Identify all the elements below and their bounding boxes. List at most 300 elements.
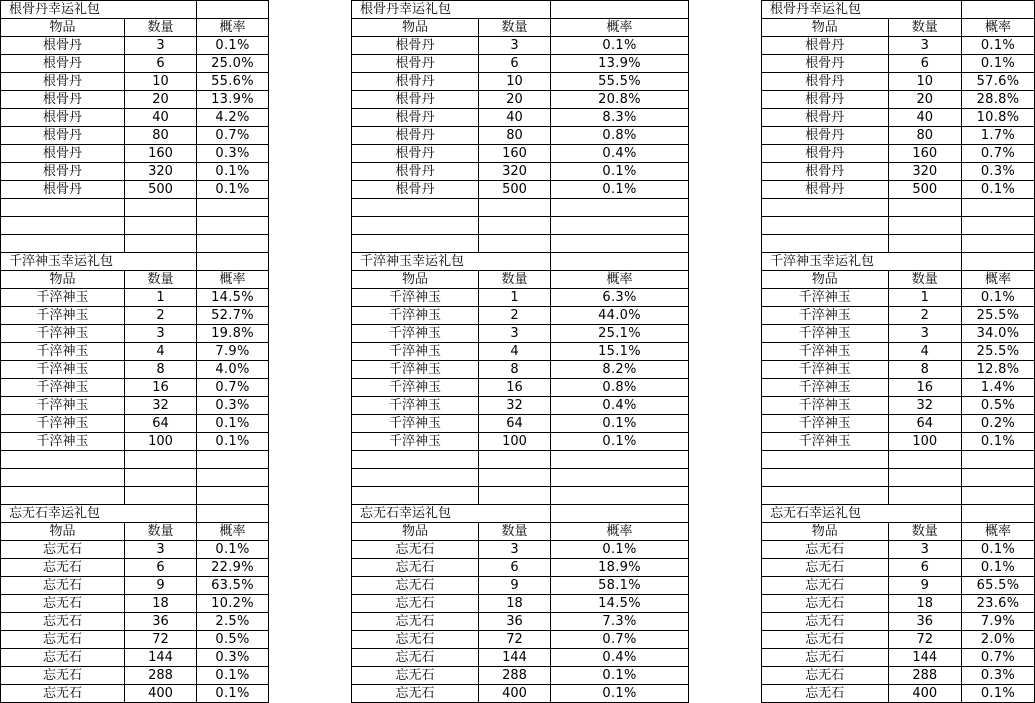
item-cell[interactable]: 根骨丹 <box>1 91 125 109</box>
item-cell[interactable]: 忘无石 <box>762 685 889 703</box>
empty-cell[interactable] <box>551 217 689 235</box>
header-rate[interactable]: 概率 <box>961 19 1034 37</box>
rate-cell[interactable]: 0.1% <box>551 685 689 703</box>
empty-cell[interactable] <box>888 487 961 505</box>
rate-cell[interactable]: 22.9% <box>197 559 269 577</box>
rate-cell[interactable]: 0.1% <box>961 289 1034 307</box>
qty-cell[interactable]: 160 <box>125 145 197 163</box>
item-cell[interactable]: 根骨丹 <box>1 55 125 73</box>
item-cell[interactable]: 根骨丹 <box>352 73 479 91</box>
rate-cell[interactable]: 25.5% <box>961 343 1034 361</box>
qty-cell[interactable]: 6 <box>888 559 961 577</box>
empty-cell[interactable] <box>961 505 1034 523</box>
qty-cell[interactable]: 144 <box>479 649 551 667</box>
item-cell[interactable]: 根骨丹 <box>762 109 889 127</box>
item-cell[interactable]: 忘无石 <box>352 631 479 649</box>
header-item[interactable]: 物品 <box>1 271 125 289</box>
empty-cell[interactable] <box>125 469 197 487</box>
empty-cell[interactable] <box>961 253 1034 271</box>
qty-cell[interactable]: 3 <box>888 541 961 559</box>
header-item[interactable]: 物品 <box>762 19 889 37</box>
item-cell[interactable]: 根骨丹 <box>1 109 125 127</box>
rate-cell[interactable]: 44.0% <box>551 307 689 325</box>
empty-cell[interactable] <box>762 235 889 253</box>
qty-cell[interactable]: 36 <box>125 613 197 631</box>
empty-cell[interactable] <box>551 469 689 487</box>
rate-cell[interactable]: 0.1% <box>551 541 689 559</box>
qty-cell[interactable]: 100 <box>888 433 961 451</box>
rate-cell[interactable]: 0.1% <box>961 37 1034 55</box>
rate-cell[interactable]: 0.1% <box>551 433 689 451</box>
item-cell[interactable]: 忘无石 <box>1 685 125 703</box>
section-title[interactable]: 忘无石幸运礼包 <box>762 505 889 523</box>
empty-cell[interactable] <box>961 1 1034 19</box>
header-item[interactable]: 物品 <box>1 523 125 541</box>
header-item[interactable]: 物品 <box>352 271 479 289</box>
empty-cell[interactable] <box>479 505 551 523</box>
item-cell[interactable]: 根骨丹 <box>352 145 479 163</box>
rate-cell[interactable]: 13.9% <box>197 91 269 109</box>
empty-cell[interactable] <box>125 1 197 19</box>
item-cell[interactable]: 根骨丹 <box>1 145 125 163</box>
empty-cell[interactable] <box>479 451 551 469</box>
qty-cell[interactable]: 6 <box>888 55 961 73</box>
item-cell[interactable]: 千淬神玉 <box>352 343 479 361</box>
rate-cell[interactable]: 0.1% <box>961 55 1034 73</box>
qty-cell[interactable]: 64 <box>888 415 961 433</box>
qty-cell[interactable]: 10 <box>888 73 961 91</box>
rate-cell[interactable]: 1.7% <box>961 127 1034 145</box>
rate-cell[interactable]: 0.5% <box>197 631 269 649</box>
header-item[interactable]: 物品 <box>762 271 889 289</box>
empty-cell[interactable] <box>197 235 269 253</box>
qty-cell[interactable]: 8 <box>479 361 551 379</box>
rate-cell[interactable]: 0.1% <box>961 433 1034 451</box>
empty-cell[interactable] <box>961 199 1034 217</box>
empty-cell[interactable] <box>197 487 269 505</box>
qty-cell[interactable]: 20 <box>125 91 197 109</box>
rate-cell[interactable]: 52.7% <box>197 307 269 325</box>
qty-cell[interactable]: 320 <box>888 163 961 181</box>
qty-cell[interactable]: 72 <box>888 631 961 649</box>
section-title[interactable]: 根骨丹幸运礼包 <box>762 1 889 19</box>
item-cell[interactable]: 根骨丹 <box>762 73 889 91</box>
empty-cell[interactable] <box>762 451 889 469</box>
item-cell[interactable]: 千淬神玉 <box>1 325 125 343</box>
rate-cell[interactable]: 0.7% <box>197 379 269 397</box>
rate-cell[interactable]: 0.1% <box>197 433 269 451</box>
qty-cell[interactable]: 72 <box>479 631 551 649</box>
rate-cell[interactable]: 0.4% <box>551 397 689 415</box>
item-cell[interactable]: 千淬神玉 <box>352 415 479 433</box>
rate-cell[interactable]: 14.5% <box>551 595 689 613</box>
qty-cell[interactable]: 32 <box>888 397 961 415</box>
header-qty[interactable]: 数量 <box>888 523 961 541</box>
header-rate[interactable]: 概率 <box>197 523 269 541</box>
empty-cell[interactable] <box>961 469 1034 487</box>
empty-cell[interactable] <box>125 253 197 271</box>
rate-cell[interactable]: 15.1% <box>551 343 689 361</box>
item-cell[interactable]: 忘无石 <box>1 613 125 631</box>
item-cell[interactable]: 忘无石 <box>762 559 889 577</box>
empty-cell[interactable] <box>125 217 197 235</box>
qty-cell[interactable]: 80 <box>125 127 197 145</box>
item-cell[interactable]: 忘无石 <box>352 595 479 613</box>
rate-cell[interactable]: 13.9% <box>551 55 689 73</box>
qty-cell[interactable]: 500 <box>479 181 551 199</box>
rate-cell[interactable]: 2.5% <box>197 613 269 631</box>
empty-cell[interactable] <box>125 487 197 505</box>
rate-cell[interactable]: 10.8% <box>961 109 1034 127</box>
empty-cell[interactable] <box>888 469 961 487</box>
rate-cell[interactable]: 0.1% <box>551 667 689 685</box>
rate-cell[interactable]: 0.8% <box>551 379 689 397</box>
item-cell[interactable]: 忘无石 <box>352 685 479 703</box>
item-cell[interactable]: 根骨丹 <box>762 55 889 73</box>
rate-cell[interactable]: 19.8% <box>197 325 269 343</box>
rate-cell[interactable]: 0.3% <box>197 397 269 415</box>
qty-cell[interactable]: 18 <box>888 595 961 613</box>
qty-cell[interactable]: 3 <box>125 325 197 343</box>
empty-cell[interactable] <box>197 217 269 235</box>
qty-cell[interactable]: 10 <box>125 73 197 91</box>
empty-cell[interactable] <box>551 505 689 523</box>
item-cell[interactable]: 千淬神玉 <box>762 415 889 433</box>
item-cell[interactable]: 根骨丹 <box>762 181 889 199</box>
rate-cell[interactable]: 34.0% <box>961 325 1034 343</box>
qty-cell[interactable]: 1 <box>479 289 551 307</box>
qty-cell[interactable]: 3 <box>888 325 961 343</box>
rate-cell[interactable]: 0.4% <box>551 145 689 163</box>
empty-cell[interactable] <box>479 217 551 235</box>
empty-cell[interactable] <box>961 217 1034 235</box>
rate-cell[interactable]: 7.3% <box>551 613 689 631</box>
empty-cell[interactable] <box>479 469 551 487</box>
rate-cell[interactable]: 6.3% <box>551 289 689 307</box>
header-item[interactable]: 物品 <box>352 19 479 37</box>
rate-cell[interactable]: 0.7% <box>551 631 689 649</box>
rate-cell[interactable]: 0.1% <box>551 37 689 55</box>
rate-cell[interactable]: 7.9% <box>961 613 1034 631</box>
qty-cell[interactable]: 400 <box>888 685 961 703</box>
item-cell[interactable]: 千淬神玉 <box>352 289 479 307</box>
item-cell[interactable]: 根骨丹 <box>352 127 479 145</box>
rate-cell[interactable]: 0.1% <box>197 415 269 433</box>
header-item[interactable]: 物品 <box>352 523 479 541</box>
empty-cell[interactable] <box>888 199 961 217</box>
rate-cell[interactable]: 4.2% <box>197 109 269 127</box>
qty-cell[interactable]: 16 <box>888 379 961 397</box>
qty-cell[interactable]: 400 <box>125 685 197 703</box>
qty-cell[interactable]: 160 <box>888 145 961 163</box>
qty-cell[interactable]: 6 <box>479 559 551 577</box>
empty-cell[interactable] <box>762 199 889 217</box>
empty-cell[interactable] <box>352 235 479 253</box>
item-cell[interactable]: 忘无石 <box>1 595 125 613</box>
empty-cell[interactable] <box>352 217 479 235</box>
empty-cell[interactable] <box>125 199 197 217</box>
empty-cell[interactable] <box>762 487 889 505</box>
empty-cell[interactable] <box>888 217 961 235</box>
empty-cell[interactable] <box>551 235 689 253</box>
item-cell[interactable]: 根骨丹 <box>352 37 479 55</box>
rate-cell[interactable]: 1.4% <box>961 379 1034 397</box>
rate-cell[interactable]: 10.2% <box>197 595 269 613</box>
item-cell[interactable]: 根骨丹 <box>762 163 889 181</box>
empty-cell[interactable] <box>197 1 269 19</box>
empty-cell[interactable] <box>479 199 551 217</box>
item-cell[interactable]: 忘无石 <box>762 541 889 559</box>
qty-cell[interactable]: 288 <box>479 667 551 685</box>
header-rate[interactable]: 概率 <box>961 271 1034 289</box>
rate-cell[interactable]: 0.4% <box>551 649 689 667</box>
item-cell[interactable]: 根骨丹 <box>352 181 479 199</box>
qty-cell[interactable]: 36 <box>479 613 551 631</box>
rate-cell[interactable]: 0.3% <box>961 667 1034 685</box>
header-qty[interactable]: 数量 <box>479 523 551 541</box>
rate-cell[interactable]: 0.5% <box>961 397 1034 415</box>
item-cell[interactable]: 千淬神玉 <box>352 361 479 379</box>
section-title[interactable]: 忘无石幸运礼包 <box>1 505 125 523</box>
qty-cell[interactable]: 288 <box>888 667 961 685</box>
qty-cell[interactable]: 1 <box>125 289 197 307</box>
qty-cell[interactable]: 20 <box>479 91 551 109</box>
rate-cell[interactable]: 63.5% <box>197 577 269 595</box>
empty-cell[interactable] <box>762 469 889 487</box>
qty-cell[interactable]: 9 <box>125 577 197 595</box>
rate-cell[interactable]: 0.1% <box>551 163 689 181</box>
item-cell[interactable]: 忘无石 <box>352 559 479 577</box>
item-cell[interactable]: 根骨丹 <box>1 127 125 145</box>
empty-cell[interactable] <box>762 217 889 235</box>
item-cell[interactable]: 忘无石 <box>1 649 125 667</box>
rate-cell[interactable]: 0.3% <box>961 163 1034 181</box>
qty-cell[interactable]: 32 <box>125 397 197 415</box>
item-cell[interactable]: 千淬神玉 <box>352 397 479 415</box>
section-title[interactable]: 根骨丹幸运礼包 <box>352 1 479 19</box>
qty-cell[interactable]: 2 <box>888 307 961 325</box>
qty-cell[interactable]: 500 <box>125 181 197 199</box>
item-cell[interactable]: 千淬神玉 <box>762 361 889 379</box>
header-rate[interactable]: 概率 <box>197 271 269 289</box>
qty-cell[interactable]: 10 <box>479 73 551 91</box>
item-cell[interactable]: 根骨丹 <box>1 163 125 181</box>
item-cell[interactable]: 千淬神玉 <box>1 343 125 361</box>
item-cell[interactable]: 千淬神玉 <box>1 361 125 379</box>
item-cell[interactable]: 忘无石 <box>1 631 125 649</box>
item-cell[interactable]: 千淬神玉 <box>762 397 889 415</box>
item-cell[interactable]: 根骨丹 <box>352 163 479 181</box>
rate-cell[interactable]: 0.1% <box>197 163 269 181</box>
empty-cell[interactable] <box>352 487 479 505</box>
item-cell[interactable]: 千淬神玉 <box>762 379 889 397</box>
qty-cell[interactable]: 8 <box>888 361 961 379</box>
qty-cell[interactable]: 36 <box>888 613 961 631</box>
qty-cell[interactable]: 8 <box>125 361 197 379</box>
empty-cell[interactable] <box>961 235 1034 253</box>
qty-cell[interactable]: 2 <box>125 307 197 325</box>
rate-cell[interactable]: 0.7% <box>961 649 1034 667</box>
empty-cell[interactable] <box>197 253 269 271</box>
qty-cell[interactable]: 64 <box>125 415 197 433</box>
rate-cell[interactable]: 7.9% <box>197 343 269 361</box>
item-cell[interactable]: 忘无石 <box>352 667 479 685</box>
rate-cell[interactable]: 0.1% <box>961 181 1034 199</box>
item-cell[interactable]: 千淬神玉 <box>352 325 479 343</box>
item-cell[interactable]: 忘无石 <box>352 577 479 595</box>
item-cell[interactable]: 根骨丹 <box>352 109 479 127</box>
empty-cell[interactable] <box>479 1 551 19</box>
rate-cell[interactable]: 0.1% <box>961 559 1034 577</box>
qty-cell[interactable]: 4 <box>888 343 961 361</box>
qty-cell[interactable]: 64 <box>479 415 551 433</box>
empty-cell[interactable] <box>551 487 689 505</box>
qty-cell[interactable]: 3 <box>479 37 551 55</box>
empty-cell[interactable] <box>888 505 961 523</box>
header-qty[interactable]: 数量 <box>479 19 551 37</box>
item-cell[interactable]: 根骨丹 <box>352 55 479 73</box>
item-cell[interactable]: 忘无石 <box>762 649 889 667</box>
rate-cell[interactable]: 18.9% <box>551 559 689 577</box>
rate-cell[interactable]: 0.1% <box>961 685 1034 703</box>
rate-cell[interactable]: 0.2% <box>961 415 1034 433</box>
empty-cell[interactable] <box>961 451 1034 469</box>
qty-cell[interactable]: 9 <box>479 577 551 595</box>
qty-cell[interactable]: 320 <box>479 163 551 181</box>
empty-cell[interactable] <box>888 451 961 469</box>
item-cell[interactable]: 千淬神玉 <box>1 415 125 433</box>
item-cell[interactable]: 忘无石 <box>1 559 125 577</box>
item-cell[interactable]: 千淬神玉 <box>762 289 889 307</box>
qty-cell[interactable]: 160 <box>479 145 551 163</box>
qty-cell[interactable]: 18 <box>125 595 197 613</box>
rate-cell[interactable]: 57.6% <box>961 73 1034 91</box>
rate-cell[interactable]: 28.8% <box>961 91 1034 109</box>
qty-cell[interactable]: 100 <box>125 433 197 451</box>
qty-cell[interactable]: 40 <box>125 109 197 127</box>
qty-cell[interactable]: 3 <box>888 37 961 55</box>
qty-cell[interactable]: 72 <box>125 631 197 649</box>
qty-cell[interactable]: 16 <box>479 379 551 397</box>
empty-cell[interactable] <box>1 217 125 235</box>
empty-cell[interactable] <box>125 451 197 469</box>
rate-cell[interactable]: 25.1% <box>551 325 689 343</box>
item-cell[interactable]: 忘无石 <box>762 595 889 613</box>
qty-cell[interactable]: 3 <box>125 541 197 559</box>
empty-cell[interactable] <box>1 199 125 217</box>
item-cell[interactable]: 忘无石 <box>352 613 479 631</box>
item-cell[interactable]: 千淬神玉 <box>1 307 125 325</box>
qty-cell[interactable]: 4 <box>479 343 551 361</box>
empty-cell[interactable] <box>197 505 269 523</box>
header-rate[interactable]: 概率 <box>197 19 269 37</box>
rate-cell[interactable]: 4.0% <box>197 361 269 379</box>
rate-cell[interactable]: 0.1% <box>197 667 269 685</box>
item-cell[interactable]: 忘无石 <box>762 613 889 631</box>
qty-cell[interactable]: 32 <box>479 397 551 415</box>
section-title[interactable]: 千淬神玉幸运礼包 <box>762 253 889 271</box>
rate-cell[interactable]: 0.1% <box>551 181 689 199</box>
qty-cell[interactable]: 100 <box>479 433 551 451</box>
empty-cell[interactable] <box>888 1 961 19</box>
rate-cell[interactable]: 25.0% <box>197 55 269 73</box>
rate-cell[interactable]: 55.5% <box>551 73 689 91</box>
empty-cell[interactable] <box>352 469 479 487</box>
rate-cell[interactable]: 0.1% <box>197 181 269 199</box>
qty-cell[interactable]: 288 <box>125 667 197 685</box>
header-item[interactable]: 物品 <box>1 19 125 37</box>
header-rate[interactable]: 概率 <box>551 271 689 289</box>
item-cell[interactable]: 忘无石 <box>762 577 889 595</box>
qty-cell[interactable]: 3 <box>479 325 551 343</box>
item-cell[interactable]: 根骨丹 <box>762 37 889 55</box>
empty-cell[interactable] <box>479 253 551 271</box>
rate-cell[interactable]: 0.3% <box>197 145 269 163</box>
rate-cell[interactable]: 0.1% <box>197 685 269 703</box>
empty-cell[interactable] <box>1 487 125 505</box>
qty-cell[interactable]: 40 <box>888 109 961 127</box>
qty-cell[interactable]: 20 <box>888 91 961 109</box>
rate-cell[interactable]: 55.6% <box>197 73 269 91</box>
rate-cell[interactable]: 8.3% <box>551 109 689 127</box>
item-cell[interactable]: 千淬神玉 <box>1 397 125 415</box>
qty-cell[interactable]: 2 <box>479 307 551 325</box>
qty-cell[interactable]: 400 <box>479 685 551 703</box>
item-cell[interactable]: 忘无石 <box>1 577 125 595</box>
rate-cell[interactable]: 0.1% <box>961 541 1034 559</box>
item-cell[interactable]: 忘无石 <box>352 541 479 559</box>
section-title[interactable]: 忘无石幸运礼包 <box>352 505 479 523</box>
empty-cell[interactable] <box>479 235 551 253</box>
rate-cell[interactable]: 58.1% <box>551 577 689 595</box>
rate-cell[interactable]: 0.7% <box>961 145 1034 163</box>
item-cell[interactable]: 千淬神玉 <box>762 307 889 325</box>
rate-cell[interactable]: 0.1% <box>197 541 269 559</box>
qty-cell[interactable]: 6 <box>125 55 197 73</box>
item-cell[interactable]: 千淬神玉 <box>352 433 479 451</box>
header-qty[interactable]: 数量 <box>479 271 551 289</box>
empty-cell[interactable] <box>352 451 479 469</box>
empty-cell[interactable] <box>125 235 197 253</box>
header-rate[interactable]: 概率 <box>551 523 689 541</box>
rate-cell[interactable]: 0.8% <box>551 127 689 145</box>
section-title[interactable]: 根骨丹幸运礼包 <box>1 1 125 19</box>
item-cell[interactable]: 忘无石 <box>1 541 125 559</box>
qty-cell[interactable]: 500 <box>888 181 961 199</box>
rate-cell[interactable]: 0.1% <box>197 37 269 55</box>
header-qty[interactable]: 数量 <box>125 271 197 289</box>
qty-cell[interactable]: 80 <box>479 127 551 145</box>
header-qty[interactable]: 数量 <box>888 271 961 289</box>
header-qty[interactable]: 数量 <box>125 19 197 37</box>
rate-cell[interactable]: 25.5% <box>961 307 1034 325</box>
qty-cell[interactable]: 4 <box>125 343 197 361</box>
qty-cell[interactable]: 6 <box>479 55 551 73</box>
item-cell[interactable]: 根骨丹 <box>1 37 125 55</box>
item-cell[interactable]: 千淬神玉 <box>1 289 125 307</box>
item-cell[interactable]: 根骨丹 <box>762 91 889 109</box>
item-cell[interactable]: 千淬神玉 <box>762 325 889 343</box>
item-cell[interactable]: 忘无石 <box>762 667 889 685</box>
qty-cell[interactable]: 80 <box>888 127 961 145</box>
qty-cell[interactable]: 1 <box>888 289 961 307</box>
empty-cell[interactable] <box>1 451 125 469</box>
section-title[interactable]: 千淬神玉幸运礼包 <box>1 253 125 271</box>
rate-cell[interactable]: 0.1% <box>551 415 689 433</box>
qty-cell[interactable]: 3 <box>125 37 197 55</box>
rate-cell[interactable]: 8.2% <box>551 361 689 379</box>
qty-cell[interactable]: 3 <box>479 541 551 559</box>
